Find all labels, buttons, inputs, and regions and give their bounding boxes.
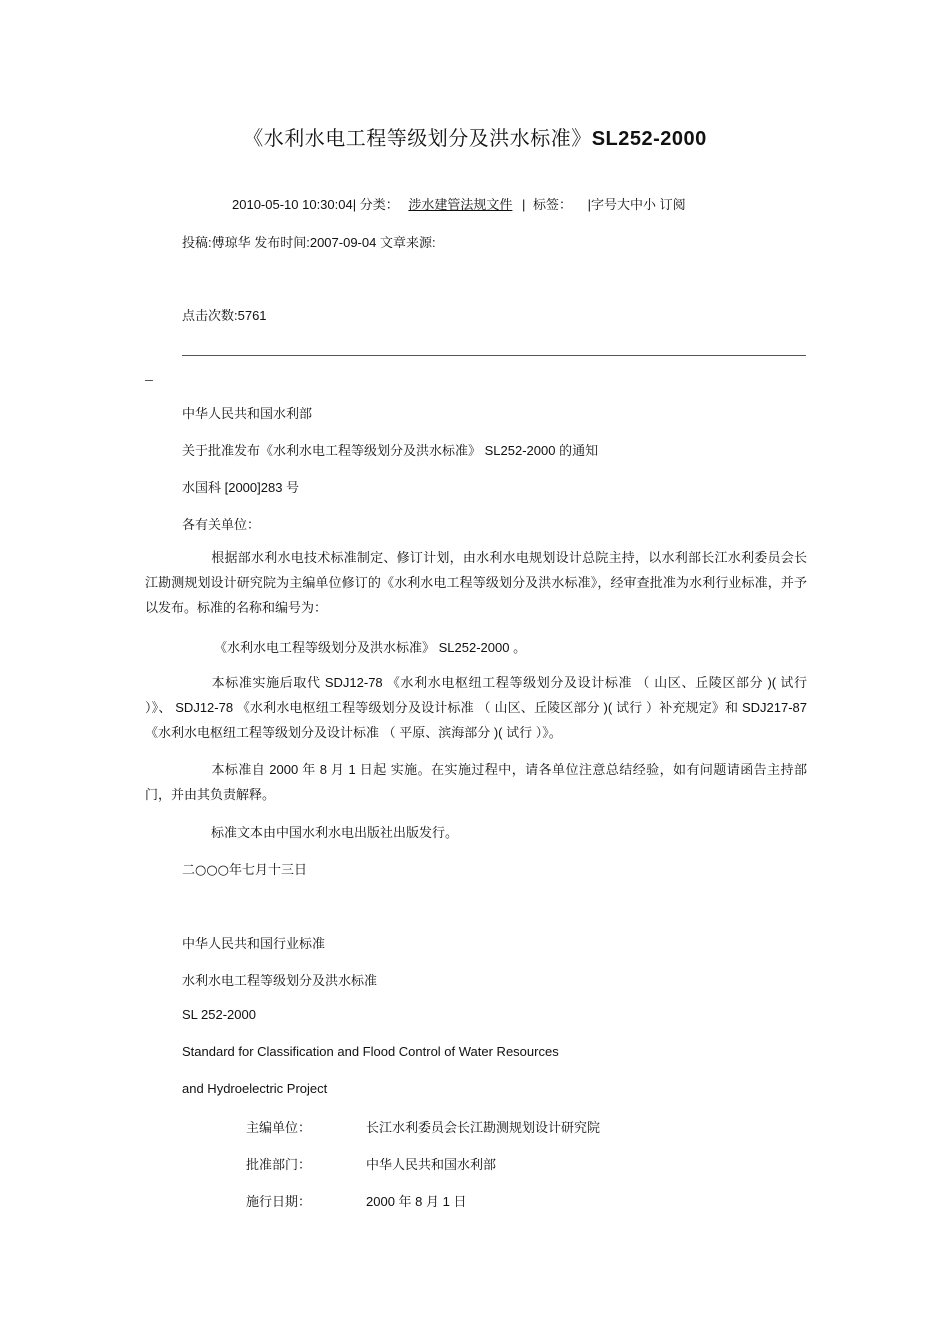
title-code: SL252-2000 [591,128,707,150]
standard-name: 水利水电工程等级划分及洪水标准 [182,974,378,989]
subscribe-link[interactable]: 订阅 [659,197,686,212]
english-title-line-2: and Hydroelectric Project [182,1081,328,1096]
effective-date-value: 2000 年 8 月 1 日 [366,1194,467,1209]
paragraph-3 [145,757,807,807]
title-text: 《水利水电工程等级划分及洪水标准》 [243,126,592,150]
divider-dash [145,380,153,381]
notice-heading: 关于批准发布《水利水电工程等级划分及洪水标准》 SL252-2000 的通知 [182,443,599,458]
notice-date: 二○○○年七月十三日 [182,863,308,878]
ministry-name: 中华人民共和国水利部 [182,407,313,422]
editor-label: 主编单位： [246,1121,312,1136]
paragraph-1-text: 根据部水利水电技术标准制定、修订计划，由水利水电规划设计总院主持，以水利部长江水利委员会长江勘测规划设计研究院为主编单位修订的《水利水电工程等级划分及洪水标准》，经审查批准为水利行业标准，并予以发布。标准的名称和编号为： [145,551,807,616]
page-title [0,122,950,151]
document-number: 水国科 [2000]283 号 [182,480,300,495]
paragraph-2 [145,670,807,745]
meta-tags-label: 标签： [533,197,573,212]
font-size-options[interactable]: |字号大中小 [587,197,657,212]
category-link[interactable]: 涉水建管法规文件 [408,197,513,212]
editor-value: 长江水利委员会长江勘测规划设计研究院 [366,1121,601,1136]
meta-separator: | [522,197,526,212]
effective-date-label: 施行日期： [246,1195,312,1210]
approver-value: 中华人民共和国水利部 [366,1158,497,1173]
english-title-line-1: Standard for Classification and Flood Control of Water Resources [182,1044,559,1059]
paragraph-3-text: 本标准自 2000 年 8 月 1 日起 实施。在实施过程中，请各单位注意总结经验，如有问题请函告主持部门，并由其负责解释。 [145,762,807,802]
addressee: 各有关单位： [182,518,261,533]
paragraph-4: 标准文本由中国水利水电出版社出版发行。 [211,826,459,841]
standard-name-line: 《水利水电工程等级划分及洪水标准》 SL252-2000 。 [214,640,527,655]
standard-type: 中华人民共和国行业标准 [182,937,326,952]
standard-code: SL 252-2000 [182,1007,256,1022]
divider-line [182,355,806,356]
meta-line [232,194,686,213]
meta-datetime: 2010-05-10 10:30:04| [232,197,357,212]
meta-category-label: 分类： [359,197,399,212]
paragraph-2-text: 本标准实施后取代 SDJ12-78 《水利水电枢纽工程等级划分及设计标准 （ 山区、丘陵区部分 )( 试行 ）》、 SDJ12-78 《水利水电枢纽工程等级划分及设计标准 （ 山区、丘陵区部分 )( 试行 ）补充规定》和 SDJ217-87 《水利水电枢纽工程等级划分及设计标准 （ 平原、滨海部分 )( 试行 ）》。 [145,675,807,740]
approver-label: 批准部门： [246,1158,312,1173]
hit-count: 点击次数:5761 [182,308,267,323]
author-line: 投稿:傅琼华 发布时间:2007-09-04 文章来源: [182,235,436,250]
paragraph-1 [145,546,807,621]
